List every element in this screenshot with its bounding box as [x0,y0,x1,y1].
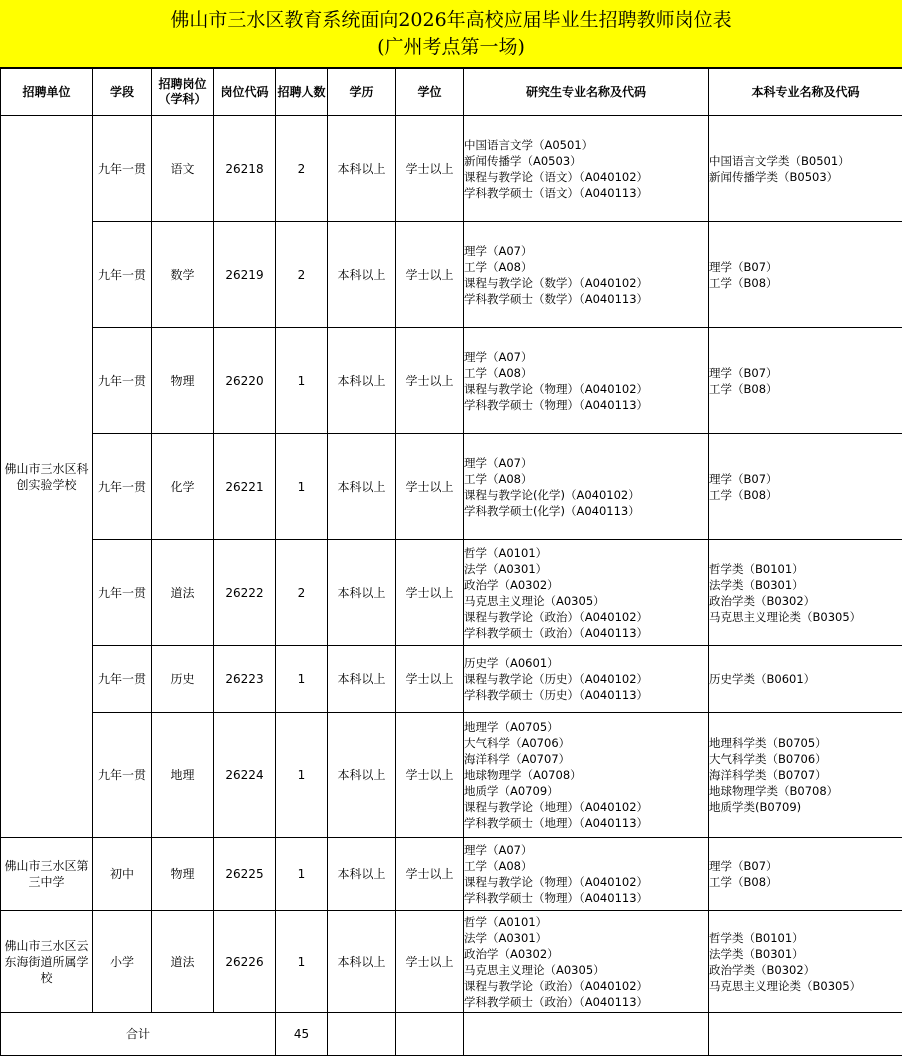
grad-major-item: 法学（A0301） [464,561,708,577]
education-req: 本科以上 [328,646,396,713]
ug-major-list [709,713,902,838]
school-name: 佛山市三水区云东海街道所属学校 [1,911,93,1013]
ug-major-item: 哲学类（B0101） [709,930,902,946]
grad-major-item: 工学（A08） [464,259,708,275]
grad-major-item: 理学（A07） [464,243,708,259]
title-banner [0,0,902,68]
grad-major-item: 课程与教学论(化学)（A040102） [464,487,708,503]
education-req: 本科以上 [328,911,396,1013]
ug-major-item: 工学（B08） [709,874,902,890]
post-subject: 道法 [152,911,214,1013]
ug-major-item: 理学（B07） [709,471,902,487]
post-code: 26221 [214,434,276,540]
school-stage: 九年一贯 [93,116,152,222]
positions-table [0,68,902,1056]
table-row [1,838,902,911]
ug-major-item: 工学（B08） [709,487,902,503]
table-row [1,911,902,1013]
grad-major-item: 大气科学（A0706） [464,735,708,751]
ug-major-item: 海洋科学类（B0707） [709,767,902,783]
school-stage: 九年一贯 [93,646,152,713]
degree-req: 学士以上 [396,646,464,713]
grad-major-item: 哲学（A0101） [464,914,708,930]
ug-major-item: 地质学类(B0709) [709,799,902,815]
header-count: 招聘人数 [276,69,328,116]
grad-major-item: 学科教学硕士（物理）（A040113） [464,397,708,413]
school-name: 佛山市三水区科创实验学校 [1,116,93,838]
post-code: 26220 [214,328,276,434]
education-req: 本科以上 [328,838,396,911]
grad-major-item: 学科教学硕士（地理）（A040113） [464,815,708,831]
grad-major-list [464,116,709,222]
ug-major-item: 理学（B07） [709,259,902,275]
ug-major-item: 法学类（B0301） [709,946,902,962]
grad-major-list [464,540,709,646]
grad-major-item: 法学（A0301） [464,930,708,946]
grad-major-item: 课程与教学论（物理）（A040102） [464,874,708,890]
ug-major-item: 马克思主义理论类（B0305） [709,978,902,994]
degree-req: 学士以上 [396,713,464,838]
post-subject: 地理 [152,713,214,838]
total-ug-empty [709,1013,902,1056]
grad-major-item: 学科教学硕士（历史）（A040113） [464,687,708,703]
grad-major-item: 地理学（A0705） [464,719,708,735]
grad-major-item: 学科教学硕士(化学)（A040113） [464,503,708,519]
ug-major-item: 工学（B08） [709,275,902,291]
school-stage: 小学 [93,911,152,1013]
degree-req: 学士以上 [396,540,464,646]
grad-major-item: 课程与教学论（语文）（A040102） [464,169,708,185]
total-row [1,1013,902,1056]
grad-major-item: 工学（A08） [464,365,708,381]
grad-major-list [464,328,709,434]
ug-major-item: 历史学类（B0601） [709,671,902,687]
grad-major-item: 课程与教学论（地理）（A040102） [464,799,708,815]
school-stage: 初中 [93,838,152,911]
degree-req: 学士以上 [396,838,464,911]
grad-major-item: 哲学（A0101） [464,545,708,561]
header-grad-major: 研究生专业名称及代码 [464,69,709,116]
grad-major-item: 学科教学硕士（语文）（A040113） [464,185,708,201]
ug-major-item: 新闻传播学类（B0503） [709,169,902,185]
ug-major-item: 中国语言文学类（B0501） [709,153,902,169]
grad-major-item: 马克思主义理论（A0305） [464,593,708,609]
ug-major-list [709,116,902,222]
grad-major-item: 学科教学硕士（政治）（A040113） [464,625,708,641]
post-subject: 历史 [152,646,214,713]
grad-major-list [464,713,709,838]
degree-req: 学士以上 [396,116,464,222]
grad-major-item: 地球物理学（A0708） [464,767,708,783]
ug-major-item: 地理科学类（B0705） [709,735,902,751]
grad-major-list [464,434,709,540]
ug-major-item: 哲学类（B0101） [709,561,902,577]
header-unit: 招聘单位 [1,69,93,116]
table-row [1,434,902,540]
hire-count: 1 [276,838,328,911]
hire-count: 1 [276,911,328,1013]
ug-major-item: 政治学类（B0302） [709,962,902,978]
grad-major-item: 课程与教学论（政治）（A040102） [464,978,708,994]
grad-major-list [464,911,709,1013]
school-stage: 九年一贯 [93,328,152,434]
table-row [1,646,902,713]
school-stage: 九年一贯 [93,540,152,646]
grad-major-item: 课程与教学论（历史）（A040102） [464,671,708,687]
grad-major-item: 马克思主义理论（A0305） [464,962,708,978]
ug-major-list [709,838,902,911]
post-code: 26219 [214,222,276,328]
ug-major-item: 大气科学类（B0706） [709,751,902,767]
ug-major-list [709,328,902,434]
header-stage: 学段 [93,69,152,116]
ug-major-list [709,222,902,328]
degree-req: 学士以上 [396,911,464,1013]
grad-major-item: 课程与教学论（数学）（A040102） [464,275,708,291]
post-code: 26223 [214,646,276,713]
grad-major-item: 理学（A07） [464,349,708,365]
education-req: 本科以上 [328,434,396,540]
education-req: 本科以上 [328,540,396,646]
grad-major-item: 理学（A07） [464,842,708,858]
post-code: 26225 [214,838,276,911]
grad-major-item: 政治学（A0302） [464,946,708,962]
hire-count: 1 [276,328,328,434]
post-code: 26224 [214,713,276,838]
post-code: 26222 [214,540,276,646]
education-req: 本科以上 [328,222,396,328]
school-stage: 九年一贯 [93,434,152,540]
ug-major-list [709,540,902,646]
grad-major-item: 理学（A07） [464,455,708,471]
grad-major-item: 历史学（A0601） [464,655,708,671]
grad-major-item: 新闻传播学（A0503） [464,153,708,169]
header-degree: 学位 [396,69,464,116]
total-grad-empty [464,1013,709,1056]
header-post-subject: 招聘岗位（学科） [152,69,214,116]
ug-major-item: 理学（B07） [709,858,902,874]
degree-req: 学士以上 [396,328,464,434]
education-req: 本科以上 [328,328,396,434]
ug-major-item: 理学（B07） [709,365,902,381]
header-ug-major: 本科专业名称及代码 [709,69,902,116]
hire-count: 1 [276,646,328,713]
ug-major-list [709,646,902,713]
grad-major-item: 工学（A08） [464,471,708,487]
post-subject: 化学 [152,434,214,540]
ug-major-item: 地球物理学类（B0708） [709,783,902,799]
grad-major-item: 学科教学硕士（物理）（A040113） [464,890,708,906]
table-row [1,328,902,434]
hire-count: 2 [276,540,328,646]
total-degree-empty [396,1013,464,1056]
grad-major-list [464,838,709,911]
hire-count: 2 [276,222,328,328]
grad-major-item: 中国语言文学（A0501） [464,137,708,153]
school-name: 佛山市三水区第三中学 [1,838,93,911]
degree-req: 学士以上 [396,434,464,540]
ug-major-item: 马克思主义理论类（B0305） [709,609,902,625]
grad-major-item: 政治学（A0302） [464,577,708,593]
table-row [1,713,902,838]
hire-count: 1 [276,434,328,540]
header-row [1,69,902,116]
school-stage: 九年一贯 [93,713,152,838]
total-count: 45 [276,1013,328,1056]
ug-major-list [709,434,902,540]
education-req: 本科以上 [328,713,396,838]
post-code: 26218 [214,116,276,222]
school-stage: 九年一贯 [93,222,152,328]
education-req: 本科以上 [328,116,396,222]
post-subject: 语文 [152,116,214,222]
grad-major-item: 课程与教学论（政治）（A040102） [464,609,708,625]
grad-major-item: 海洋科学（A0707） [464,751,708,767]
grad-major-item: 学科教学硕士（数学）（A040113） [464,291,708,307]
grad-major-list [464,222,709,328]
grad-major-item: 学科教学硕士（政治）（A040113） [464,994,708,1010]
ug-major-item: 法学类（B0301） [709,577,902,593]
table-row [1,222,902,328]
sheet-subtitle: (广州考点第一场) [377,34,525,61]
grad-major-list [464,646,709,713]
grad-major-item: 地质学（A0709） [464,783,708,799]
grad-major-item: 工学（A08） [464,858,708,874]
post-subject: 数学 [152,222,214,328]
ug-major-item: 工学（B08） [709,381,902,397]
ug-major-list [709,911,902,1013]
post-code: 26226 [214,911,276,1013]
header-education: 学历 [328,69,396,116]
header-code: 岗位代码 [214,69,276,116]
grad-major-item: 课程与教学论（物理）（A040102） [464,381,708,397]
post-subject: 物理 [152,838,214,911]
sheet-title: 佛山市三水区教育系统面向2026年高校应届毕业生招聘教师岗位表 [170,7,731,34]
table-row [1,540,902,646]
post-subject: 道法 [152,540,214,646]
post-subject: 物理 [152,328,214,434]
degree-req: 学士以上 [396,222,464,328]
total-label: 合计 [1,1013,276,1056]
ug-major-item: 政治学类（B0302） [709,593,902,609]
hire-count: 2 [276,116,328,222]
total-education-empty [328,1013,396,1056]
table-row [1,116,902,222]
hire-count: 1 [276,713,328,838]
